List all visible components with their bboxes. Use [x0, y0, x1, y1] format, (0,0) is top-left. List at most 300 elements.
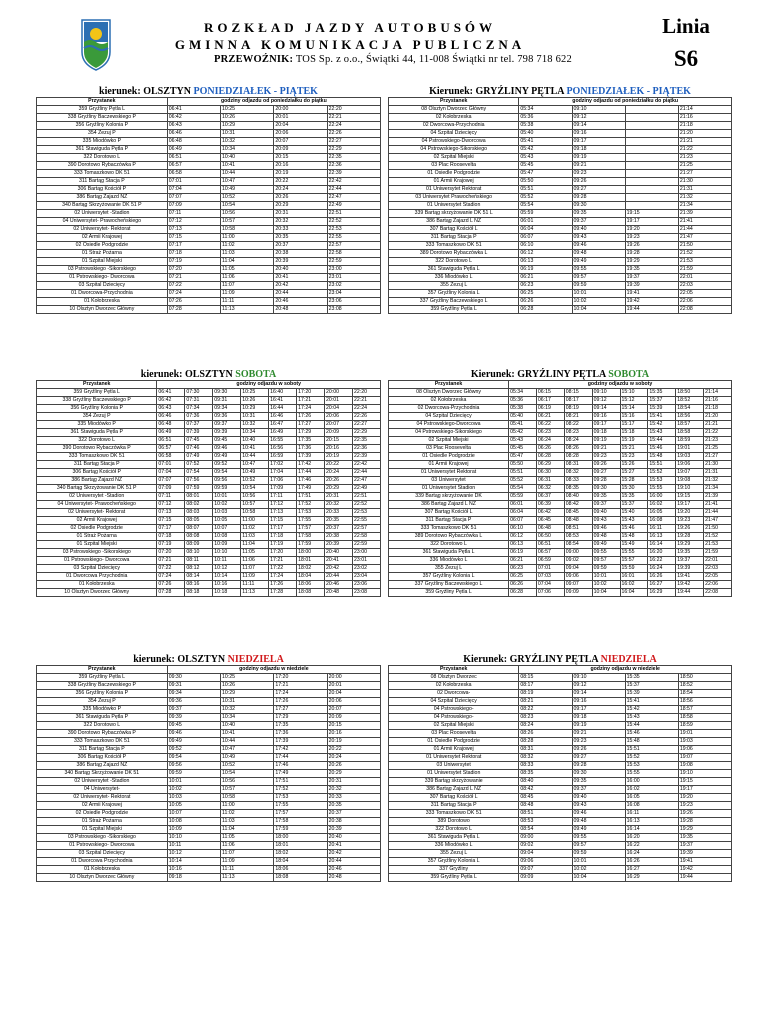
departure-time — [625, 162, 678, 170]
departure-time: 06:49 — [167, 146, 220, 154]
departure-time: 15:52 — [625, 754, 678, 762]
departure-time: 06:13 — [519, 258, 572, 266]
departure-time: 21:52 — [704, 533, 732, 541]
departure-time: 19:35 — [676, 549, 704, 557]
departure-time: 09:16 — [572, 130, 625, 138]
stop-name: 307 Bartąg Kościół L — [389, 509, 509, 517]
departure-time: 11:09 — [221, 858, 274, 866]
departure-time: 11:11 — [241, 581, 269, 589]
departure-time: 10:40 — [241, 437, 269, 445]
departure-time: 08:54 — [564, 541, 592, 549]
departure-time: 11:00 — [221, 234, 274, 242]
departure-time: 05:50 — [519, 178, 572, 186]
table-row — [37, 122, 381, 130]
departure-time: 17:24 — [274, 690, 327, 698]
departure-time: 17:59 — [297, 541, 325, 549]
departure-time: 06:46 — [167, 130, 220, 138]
stop-name: 339 Bartąg skrzyżowanie — [389, 778, 519, 786]
departure-time: 09:37 — [167, 706, 220, 714]
departure-time — [625, 170, 678, 178]
departure-time: 21:31 — [704, 469, 732, 477]
departure-time: 19:35 — [625, 266, 678, 274]
table-row — [37, 114, 381, 122]
table-row — [37, 421, 381, 429]
departure-time: 08:51 — [564, 525, 592, 533]
stop-name: 359 Gryźliny Pętla L — [37, 389, 157, 397]
departure-time: 17:26 — [269, 581, 297, 589]
departure-time: 09:59 — [592, 565, 620, 573]
departure-time: 21:20 — [704, 413, 732, 421]
departure-time: 08:31 — [519, 746, 572, 754]
table-row — [389, 786, 732, 794]
day-label: NIEDZIELA — [600, 654, 657, 665]
departure-time: 09:14 — [592, 405, 620, 413]
table-row — [37, 722, 381, 730]
table-row — [37, 786, 381, 794]
departure-time: 10:05 — [213, 517, 241, 525]
departure-time: 20:31 — [327, 778, 380, 786]
departure-time: 21:41 — [704, 501, 732, 509]
departure-time: 11:04 — [241, 541, 269, 549]
departure-time: 08:18 — [185, 589, 213, 597]
departure-time: 10:12 — [213, 565, 241, 573]
departure-time: 16:22 — [625, 842, 678, 850]
table-row — [37, 202, 381, 210]
departure-time: 10:40 — [221, 154, 274, 162]
departure-time: 05:59 — [519, 210, 572, 218]
departure-time: 22:51 — [327, 210, 380, 218]
stop-name: 01 Kołobrzeska — [37, 866, 168, 874]
stop-name: 01 Szpital Miejski — [37, 826, 168, 834]
departure-time: 07:26 — [157, 581, 185, 589]
table-row — [389, 730, 732, 738]
table-row — [37, 682, 381, 690]
times-column-header: godziny odjazdu w soboty — [157, 381, 381, 389]
table-row — [37, 674, 381, 682]
departure-time: 06:23 — [536, 429, 564, 437]
table-row — [389, 138, 732, 146]
stop-name: 01 Uniwersytet Stadion — [389, 770, 519, 778]
departure-time: 20:32 — [327, 786, 380, 794]
stop-name: 01 Szpital Miejski — [37, 258, 168, 266]
departure-time: 15:30 — [620, 485, 648, 493]
table-row — [389, 170, 732, 178]
departure-time: 21:50 — [704, 525, 732, 533]
table-row — [389, 517, 732, 525]
departure-time: 17:51 — [297, 493, 325, 501]
stop-name: 03 Szpital Dziecięcy — [37, 282, 168, 290]
table-row — [389, 770, 732, 778]
departure-time: 10:54 — [221, 202, 274, 210]
departure-time: 17:20 — [274, 674, 327, 682]
stop-name: 338 Gryźliny Baczewskiego P — [37, 114, 168, 122]
departure-time: 15:57 — [620, 557, 648, 565]
table-row — [389, 682, 732, 690]
departure-time: 16:05 — [648, 509, 676, 517]
direction-label: kierunek: OLSZTYN — [133, 654, 228, 665]
departure-time: 15:49 — [620, 541, 648, 549]
departure-time: 22:36 — [327, 162, 380, 170]
departure-time: 10:02 — [572, 866, 625, 874]
departure-time — [625, 138, 678, 146]
departure-time: 09:28 — [572, 762, 625, 770]
departure-time: 06:25 — [519, 290, 572, 298]
departure-time: 06:48 — [536, 525, 564, 533]
departure-time: 17:26 — [274, 698, 327, 706]
departure-time: 20:01 — [327, 682, 380, 690]
table-row — [37, 282, 381, 290]
departure-time: 10:47 — [221, 178, 274, 186]
departure-time: 07:54 — [185, 469, 213, 477]
departure-time: 22:57 — [352, 525, 380, 533]
departure-time: 10:11 — [167, 842, 220, 850]
table-row — [37, 130, 381, 138]
table-row — [389, 722, 732, 730]
departure-time: 16:59 — [269, 453, 297, 461]
table-row — [37, 858, 381, 866]
stop-name: 361 Stawiguda Pętla P — [37, 146, 168, 154]
departure-time: 07:04 — [536, 581, 564, 589]
departure-time: 16:27 — [648, 581, 676, 589]
departure-time: 21:16 — [704, 397, 732, 405]
departure-time: 15:44 — [648, 437, 676, 445]
departure-time: 19:26 — [625, 242, 678, 250]
departure-time: 16:14 — [625, 826, 678, 834]
departure-time: 09:07 — [519, 866, 572, 874]
table-row — [37, 826, 381, 834]
departure-time: 23:06 — [327, 298, 380, 306]
departure-time: 20:19 — [327, 738, 380, 746]
table-row — [389, 818, 732, 826]
departure-time: 21:47 — [704, 517, 732, 525]
departure-time: 17:22 — [269, 565, 297, 573]
stop-name: 04 Uniwersytet- Prawocheńskiego — [37, 218, 168, 226]
table-row — [389, 557, 732, 565]
table-row — [37, 154, 381, 162]
departure-time: 06:31 — [536, 477, 564, 485]
departure-time: 10:52 — [221, 762, 274, 770]
stop-name: 354 Zezuj P — [37, 130, 168, 138]
stop-name: 311 Bartąg Stacja P — [389, 517, 509, 525]
departure-time: 09:18 — [167, 874, 220, 882]
departure-time: 07:17 — [157, 525, 185, 533]
stop-name: 03 Plac Roosevelta — [389, 445, 509, 453]
departure-time: 09:37 — [592, 501, 620, 509]
departure-time: 08:09 — [185, 541, 213, 549]
departure-time: 09:57 — [572, 842, 625, 850]
table-row — [389, 850, 732, 858]
departure-time: 21:18 — [678, 122, 731, 130]
departure-time: 19:20 — [676, 509, 704, 517]
departure-time: 20:40 — [327, 834, 380, 842]
departure-time: 09:09 — [519, 874, 572, 882]
departure-time: 22:01 — [678, 274, 731, 282]
stop-name: 01 Uniwersytet Rektorat — [389, 186, 519, 194]
departure-time: 22:44 — [352, 469, 380, 477]
stop-name: 04 Pstrowskiego-Sikorskiego — [389, 146, 519, 154]
departure-time: 15:14 — [620, 405, 648, 413]
departure-time: 16:46 — [269, 413, 297, 421]
departure-time: 22:55 — [352, 517, 380, 525]
departure-time: 10:07 — [167, 810, 220, 818]
stop-name: 307 Bartąg Kościół L — [389, 794, 519, 802]
departure-time: 11:02 — [241, 525, 269, 533]
departure-time: 09:10 — [592, 389, 620, 397]
stop-name: 01 Osiedle Podgrodzie — [389, 738, 519, 746]
stop-name: 02 Uniwersytet -Stadion — [37, 210, 168, 218]
table-row — [389, 810, 732, 818]
departure-time: 15:51 — [648, 461, 676, 469]
departure-time: 10:04 — [592, 589, 620, 597]
departure-time: 10:03 — [167, 794, 220, 802]
departure-time: 08:17 — [564, 397, 592, 405]
departure-time: 05:38 — [519, 122, 572, 130]
table-row — [37, 549, 381, 557]
departure-time: 20:46 — [274, 298, 327, 306]
timetable-title — [388, 86, 732, 97]
departure-time: 18:56 — [678, 698, 731, 706]
stop-name: 333 Tomaszkowo DK 51 — [37, 738, 168, 746]
stop-name: 333 Tomaszkowo DK 51 — [389, 525, 509, 533]
departure-time: 22:58 — [327, 250, 380, 258]
departure-time: 19:23 — [678, 802, 731, 810]
departure-time: 08:19 — [564, 405, 592, 413]
departure-time: 17:39 — [297, 453, 325, 461]
departure-time: 11:06 — [241, 557, 269, 565]
departure-time: 17:21 — [269, 557, 297, 565]
departure-time: 17:21 — [297, 397, 325, 405]
stop-name: 02 Dworcowa- — [389, 690, 519, 698]
departure-time: 18:57 — [676, 421, 704, 429]
departure-time: 05:43 — [509, 437, 537, 445]
departure-time: 08:22 — [564, 421, 592, 429]
table-row — [37, 106, 381, 114]
departure-time: 19:41 — [676, 573, 704, 581]
departure-time: 10:31 — [221, 130, 274, 138]
departure-time: 07:46 — [185, 445, 213, 453]
departure-time: 17:20 — [269, 549, 297, 557]
departure-time: 17:35 — [274, 722, 327, 730]
departure-time: 06:26 — [519, 298, 572, 306]
departure-time: 05:40 — [519, 130, 572, 138]
departure-time: 15:48 — [625, 738, 678, 746]
departure-time: 15:26 — [620, 461, 648, 469]
departure-time: 09:21 — [592, 445, 620, 453]
departure-time: 15:41 — [648, 413, 676, 421]
departure-time: 20:07 — [327, 706, 380, 714]
table-row — [389, 298, 732, 306]
departure-time: 20:09 — [325, 429, 353, 437]
timetable-title — [36, 86, 381, 97]
departure-time: 20:44 — [274, 290, 327, 298]
departure-time: 23:01 — [327, 274, 380, 282]
departure-time: 10:54 — [241, 485, 269, 493]
departure-time: 06:24 — [536, 437, 564, 445]
departure-time: 09:23 — [592, 453, 620, 461]
departure-time: 11:04 — [221, 826, 274, 834]
departure-time: 16:08 — [625, 802, 678, 810]
departure-time: 21:32 — [704, 477, 732, 485]
departure-time: 20:38 — [327, 818, 380, 826]
timetable-weekday-gryzliny — [388, 86, 732, 314]
departure-time: 06:57 — [536, 549, 564, 557]
departure-time: 09:04 — [564, 565, 592, 573]
stop-name: 01 Dworcowa-Przychodnia — [37, 290, 168, 298]
timetable — [36, 380, 381, 597]
table-row — [389, 461, 732, 469]
departure-time: 09:21 — [572, 730, 625, 738]
departure-time: 09:43 — [592, 517, 620, 525]
direction-label: Kierunek: GRYŹLINY PĘTLA — [463, 654, 601, 665]
departure-time: 16:05 — [625, 794, 678, 802]
departure-time: 09:54 — [167, 754, 220, 762]
departure-time: 06:58 — [157, 453, 185, 461]
departure-time: 22:58 — [352, 533, 380, 541]
table-row — [389, 581, 732, 589]
departure-time: 19:10 — [676, 485, 704, 493]
stop-name: 01 Dworcowa Przychodnia — [37, 573, 157, 581]
departure-time: 20:26 — [327, 762, 380, 770]
direction-label: kierunek: OLSZTYN — [140, 369, 236, 380]
departure-time: 09:30 — [572, 202, 625, 210]
table-row — [37, 866, 381, 874]
departure-time: 06:32 — [536, 485, 564, 493]
stop-name: 311 Bartąg Stacja P — [389, 802, 519, 810]
departure-time: 22:35 — [352, 437, 380, 445]
table-row — [37, 493, 381, 501]
departure-time: 09:46 — [592, 525, 620, 533]
departure-time: 10:10 — [213, 549, 241, 557]
departure-time: 09:40 — [572, 794, 625, 802]
departure-time: 06:51 — [157, 437, 185, 445]
departure-time: 11:03 — [221, 250, 274, 258]
stop-name: 357 Gryźliny Kolonia L — [389, 290, 519, 298]
departure-time: 10:58 — [221, 794, 274, 802]
departure-time: 07:24 — [157, 573, 185, 581]
departure-time: 08:42 — [519, 786, 572, 794]
table-row — [37, 170, 381, 178]
table-row — [389, 282, 732, 290]
departure-time: 10:44 — [221, 170, 274, 178]
table-row — [37, 437, 381, 445]
departure-time: 22:26 — [352, 413, 380, 421]
table-row — [389, 405, 732, 413]
stop-name: 01 Osiedle Podgrodzie — [389, 170, 519, 178]
departure-time: 09:28 — [592, 477, 620, 485]
departure-time: 21:53 — [704, 541, 732, 549]
departure-time — [625, 106, 678, 114]
departure-time: 18:56 — [676, 413, 704, 421]
departure-time: 09:12 — [572, 114, 625, 122]
day-label: PONIEDZIAŁEK - PIĄTEK — [566, 86, 691, 97]
departure-time: 10:01 — [572, 858, 625, 866]
table-row — [389, 202, 732, 210]
departure-time: 10:34 — [221, 146, 274, 154]
departure-time: 05:54 — [509, 485, 537, 493]
departure-time: 06:23 — [509, 565, 537, 573]
table-row — [37, 405, 381, 413]
table-row — [37, 146, 381, 154]
stop-name: 337 Gryźliny Baczewskiego L — [389, 298, 519, 306]
table-row — [37, 306, 381, 314]
stop-name: 355 Zezuj L — [389, 565, 509, 573]
departure-time: 21:20 — [678, 130, 731, 138]
departure-time: 06:39 — [536, 501, 564, 509]
departure-time: 06:04 — [509, 509, 537, 517]
departure-time: 11:05 — [241, 549, 269, 557]
departure-time: 16:04 — [620, 589, 648, 597]
departure-time: 15:21 — [620, 445, 648, 453]
stop-name: 02 Osiedle Podgrodzie — [37, 810, 168, 818]
departure-time: 21:31 — [678, 186, 731, 194]
departure-time: 09:23 — [572, 738, 625, 746]
departure-time: 19:44 — [676, 589, 704, 597]
carrier-label: PRZEWOŹNIK: — [214, 54, 294, 65]
stop-name: 04 Pstrowskiego-Sikorskiego — [389, 429, 509, 437]
departure-time: 10:14 — [213, 573, 241, 581]
departure-time: 17:27 — [274, 706, 327, 714]
departure-time: 20:09 — [274, 146, 327, 154]
departure-time: 15:18 — [620, 429, 648, 437]
departure-time: 17:24 — [269, 573, 297, 581]
departure-time: 09:46 — [167, 730, 220, 738]
departure-time: 19:28 — [678, 818, 731, 826]
stop-name: 01 Dworcowa Przychodnia — [37, 858, 168, 866]
departure-time: 16:47 — [269, 421, 297, 429]
departure-time: 17:18 — [269, 533, 297, 541]
stop-name: 386 Bartąg Zajazd NŻ — [37, 477, 157, 485]
departure-time: 16:13 — [625, 818, 678, 826]
departure-time: 20:07 — [274, 138, 327, 146]
departure-time: 15:17 — [620, 421, 648, 429]
departure-time: 07:18 — [157, 533, 185, 541]
table-row — [389, 754, 732, 762]
table-row — [37, 541, 381, 549]
stop-name: 338 Gryźliny Baczewskiego P — [37, 397, 157, 405]
departure-time: 16:55 — [269, 437, 297, 445]
departure-time: 22:08 — [704, 589, 732, 597]
departure-time: 06:57 — [167, 162, 220, 170]
stop-name: 386 Bartąg Zajazd NŻ — [37, 762, 168, 770]
departure-time: 20:29 — [274, 202, 327, 210]
departure-time: 07:09 — [157, 485, 185, 493]
departure-time: 07:01 — [536, 565, 564, 573]
departure-time: 06:41 — [167, 106, 220, 114]
departure-time: 05:45 — [519, 162, 572, 170]
departure-time: 20:04 — [325, 405, 353, 413]
departure-time: 09:04 — [519, 850, 572, 858]
departure-time: 17:44 — [297, 469, 325, 477]
stop-name: 01 Straż Pożarna — [37, 250, 168, 258]
day-label: SOBOTA — [608, 369, 650, 380]
table-row — [37, 210, 381, 218]
stop-name: 359 Gryźliny Pętla L — [37, 106, 168, 114]
departure-time: 17:13 — [269, 509, 297, 517]
departure-time: 06:28 — [519, 306, 572, 314]
departure-time: 21:27 — [704, 453, 732, 461]
day-label: PONIEDZIAŁEK - PIĄTEK — [193, 86, 318, 97]
departure-time: 08:26 — [564, 445, 592, 453]
departure-time: 09:48 — [592, 533, 620, 541]
departure-time: 22:47 — [327, 194, 380, 202]
departure-time: 06:23 — [519, 282, 572, 290]
header-row — [389, 381, 732, 389]
departure-time: 20:15 — [327, 722, 380, 730]
departure-time: 21:44 — [704, 509, 732, 517]
stop-name: 02 Armii Krajowej — [37, 802, 168, 810]
departure-time: 16:44 — [269, 405, 297, 413]
departure-time: 16:29 — [648, 589, 676, 597]
